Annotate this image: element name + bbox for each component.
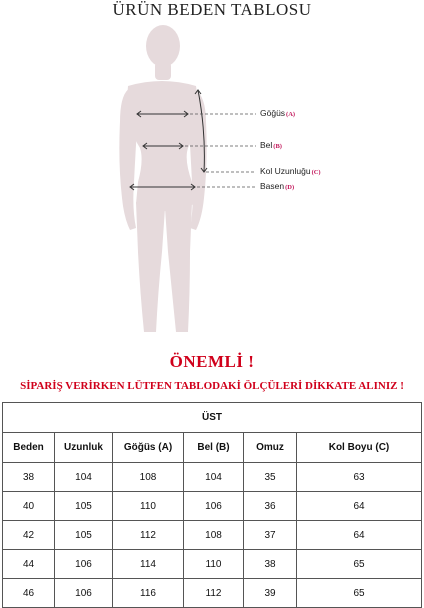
measurement-code: (C) xyxy=(311,169,321,176)
table-cell: 106 xyxy=(55,579,113,608)
measurement-label-sleeve xyxy=(260,166,321,176)
table-row xyxy=(3,463,422,492)
measurement-code: (B) xyxy=(273,143,282,150)
table-cell: 112 xyxy=(113,521,184,550)
measurement-label-hips xyxy=(260,181,294,191)
table-header-row xyxy=(3,433,422,463)
measurement-name: Göğüs xyxy=(260,108,286,118)
table-cell: 108 xyxy=(184,521,244,550)
column-header: Beden xyxy=(3,433,55,463)
table-cell: 65 xyxy=(297,550,422,579)
table-cell: 104 xyxy=(55,463,113,492)
measurement-name: Basen xyxy=(260,181,285,191)
important-note: SİPARİŞ VERİRKEN LÜTFEN TABLODAKİ ÖLÇÜLERİ DİKKATE ALINIZ ! xyxy=(20,380,404,392)
column-header: Göğüs (A) xyxy=(113,433,184,463)
measurement-label-bust xyxy=(260,108,295,118)
table-cell: 35 xyxy=(244,463,297,492)
size-table xyxy=(2,402,422,608)
table-cell: 38 xyxy=(3,463,55,492)
table-cell: 114 xyxy=(113,550,184,579)
measurement-name: Bel xyxy=(260,140,273,150)
column-header: Uzunluk xyxy=(55,433,113,463)
table-cell: 105 xyxy=(55,521,113,550)
measurement-code: (A) xyxy=(286,111,296,118)
table-row xyxy=(3,550,422,579)
measurement-code: (D) xyxy=(285,184,295,191)
measurement-label-waist xyxy=(260,140,282,150)
table-cell: 44 xyxy=(3,550,55,579)
table-group-header: ÜST xyxy=(3,403,422,433)
page-title: ÜRÜN BEDEN TABLOSU xyxy=(112,0,312,19)
table-cell: 104 xyxy=(184,463,244,492)
table-cell: 110 xyxy=(184,550,244,579)
column-header: Bel (B) xyxy=(184,433,244,463)
body-measurement-diagram xyxy=(0,22,424,352)
table-cell: 63 xyxy=(297,463,422,492)
table-cell: 108 xyxy=(113,463,184,492)
table-cell: 39 xyxy=(244,579,297,608)
table-cell: 116 xyxy=(113,579,184,608)
table-cell: 65 xyxy=(297,579,422,608)
table-cell: 37 xyxy=(244,521,297,550)
table-cell: 46 xyxy=(3,579,55,608)
table-row xyxy=(3,492,422,521)
body-silhouette-illustration xyxy=(0,22,424,352)
table-cell: 64 xyxy=(297,521,422,550)
measurement-name: Kol Uzunluğu xyxy=(260,166,311,176)
table-cell: 40 xyxy=(3,492,55,521)
table-cell: 64 xyxy=(297,492,422,521)
table-cell: 38 xyxy=(244,550,297,579)
important-heading: ÖNEMLİ ! xyxy=(169,352,255,371)
table-row xyxy=(3,521,422,550)
table-cell: 110 xyxy=(113,492,184,521)
table-cell: 105 xyxy=(55,492,113,521)
table-cell: 106 xyxy=(55,550,113,579)
table-cell: 36 xyxy=(244,492,297,521)
column-header: Kol Boyu (C) xyxy=(297,433,422,463)
table-cell: 106 xyxy=(184,492,244,521)
table-cell: 112 xyxy=(184,579,244,608)
table-group-header-row xyxy=(3,403,422,433)
table-row xyxy=(3,579,422,608)
column-header: Omuz xyxy=(244,433,297,463)
table-cell: 42 xyxy=(3,521,55,550)
